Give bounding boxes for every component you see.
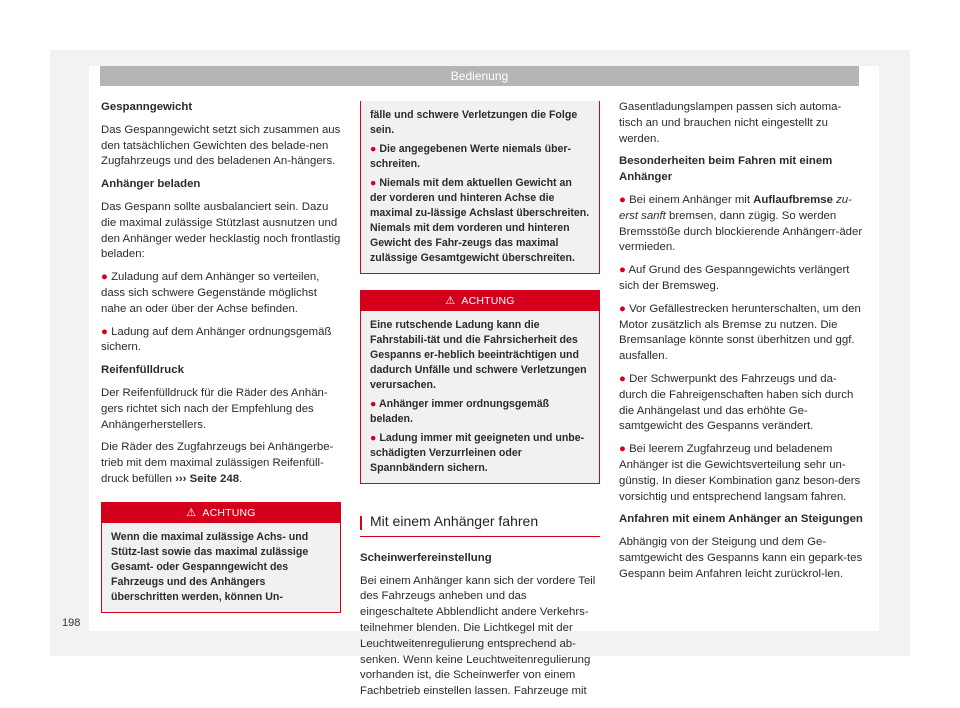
- bullet-dot: ●: [619, 264, 626, 277]
- bullet-dot: ●: [619, 443, 626, 456]
- heading-gespanngewicht: Gespanngewicht: [101, 101, 193, 113]
- warning-list-item: ● Die angegebenen Werte niemals über-schreiten.: [370, 143, 572, 170]
- warning-list-item: ● Niemals mit dem aktuellen Gewicht an der vorderen und hinteren Achse die maximal zu-lässige Achslast überschreiten. Niemals mit dem vorderen und hinteren Gewicht des Fahr-zeugs das maximal zulässige Gesamtgewicht überschreiten.: [370, 177, 590, 264]
- column-1: [101, 100, 341, 613]
- bullet-dot: ●: [619, 372, 626, 385]
- warning-triangle-icon: ⚠: [186, 506, 197, 519]
- list-item: ● Ladung auf dem Anhänger ordnungsgemäß sichern.: [101, 325, 332, 354]
- bullet-dot: ●: [370, 177, 377, 189]
- bullet-dot: ●: [101, 325, 108, 338]
- warning-body: [361, 311, 599, 483]
- warning-text: Wenn die maximal zulässige Achs- und Stütz-last sowie das maximal zulässige Gesamt- oder Gespanngewicht des Fahrzeugs und des Anhängers überschritten werden, können Un-: [111, 530, 309, 603]
- text-anfahren-steigungen: Abhängig von der Steigung und dem Ge-samtgewicht des Gespanns kann ein gepark-tes Gespann beim Anfahren leicht zurückrol-len.: [619, 536, 863, 580]
- text-gespanngewicht: Das Gespanngewicht setzt sich zusammen aus den tatsächlichen Gewichten des belade-nen Zugfahrzeugs und des beladenen An-hängers.: [101, 123, 341, 168]
- warning-box-continued: [360, 101, 600, 274]
- text-scheinwerfereinstellung: Bei einem Anhänger kann sich der vordere Teil des Fahrzeugs anheben und das eingeschaltete Abblendlicht andere Verkehrs-teilnehmer blenden. Die Lichtkegel mit der Leuchtweitenregulierung entsprechend ab-senken. Wenn keine Leuchtweitenregulierung vorhanden ist, die Scheinwerfer von einem Fachbetrieb einstellen lassen. Fahrzeuge mit: [360, 574, 596, 698]
- text-anhaenger-beladen: Das Gespann sollte ausbalanciert sein. Dazu die maximal zulässige Stützlast ausnutzen und den Anhänger weder hecklastig noch frontlastig beladen:: [101, 200, 341, 261]
- heading-reifenfuelldruck: Reifenfülldruck: [101, 364, 184, 377]
- heading-anhaenger-beladen: Anhänger beladen: [101, 178, 201, 191]
- warning-header: ⚠ ACHTUNG: [102, 503, 340, 523]
- list-item: ● Der Schwerpunkt des Fahrzeugs und da-durch die Fahreigenschaften haben sich durch die Anhängelast und das erhöhte Ge-samtgewicht des Gespanns verändert.: [619, 372, 854, 433]
- list-item: ● Auf Grund des Gespanngewichts verlängert sich der Bremsweg.: [619, 264, 850, 292]
- section-title: Mit einem Anhänger fahren: [360, 514, 600, 537]
- chapter-header: Bedienung: [100, 66, 859, 86]
- bullet-dot: ●: [370, 398, 377, 410]
- heading-anfahren-steigungen: Anfahren mit einem Anhänger an Steigungen: [619, 513, 863, 526]
- warning-box-2: [360, 290, 600, 484]
- heading-besonderheiten: Besonderheiten beim Fahren mit einem Anhänger: [619, 155, 833, 184]
- warning-text: Eine rutschende Ladung kann die Fahrstabili-tät und die Fahrsicherheit des Gespanns er-heblich beeinträchtigen und dadurch Unfälle und schwere Verletzungen verursachen.: [370, 319, 587, 391]
- warning-list-item: ● Ladung immer mit geeigneten und unbe-schädigten Verzurrleinen oder Spannbändern sichern.: [370, 432, 585, 474]
- list-item: ● Zuladung auf dem Anhänger so verteilen, dass sich schwere Gegenstände möglichst nahe an oder über der Achse befinden.: [101, 271, 320, 315]
- bullet-dot: ●: [619, 193, 626, 206]
- warning-body: [102, 523, 340, 612]
- column-3: [619, 100, 864, 590]
- list-item: ● Bei einem Anhänger mit Auflaufbremse zu-erst sanft bremsen, dann zügig. So werden Bremsstöße durch blockierende Anhängerr-äder vermieden.: [619, 193, 863, 254]
- bullet-dot: ●: [370, 432, 377, 444]
- warning-list-item: ● Anhänger immer ordnungsgemäß beladen.: [370, 398, 550, 425]
- warning-body: [361, 101, 599, 273]
- bullet-dot: ●: [101, 271, 108, 284]
- text-reifenfuelldruck-2: Die Räder des Zugfahrzeugs bei Anhängerbe-trieb mit dem maximal zulässigen Reifenfüll-druck befüllen ››› Seite 248.: [101, 441, 334, 485]
- bullet-dot: ●: [370, 143, 377, 155]
- warning-header: ⚠ ACHTUNG: [361, 291, 599, 311]
- text-continued: Gasentladungslampen passen sich automa-tisch an und brauchen nicht eingestellt zu werden.: [619, 101, 842, 145]
- page-reference-link[interactable]: ››› Seite 248: [175, 472, 240, 485]
- warning-triangle-icon: ⚠: [445, 295, 456, 307]
- bullet-dot: ●: [619, 302, 626, 315]
- heading-scheinwerfereinstellung: Scheinwerfereinstellung: [360, 551, 492, 564]
- column-2: [360, 101, 600, 707]
- page-number: 198: [62, 617, 81, 629]
- text-reifenfuelldruck-1: Der Reifenfülldruck für die Räder des Anhän-gers richtet sich nach der Empfehlung des Anhängerherstellers.: [101, 386, 328, 431]
- warning-text: fälle und schwere Verletzungen die Folge sein.: [370, 109, 578, 136]
- list-item: ● Bei leerem Zugfahrzeug und beladenem Anhänger ist die Gewichtsverteilung sehr un-günstig. In dieser Kombination ganz beson-ders vorsichtig und entsprechend langsam fahren.: [619, 443, 861, 503]
- list-item: ● Vor Gefällestrecken herunterschalten, um den Motor zusätzlich als Bremse zu nutzen. Die Bremsanlage könnte sonst überhitzen und ggf. ausfallen.: [619, 302, 861, 363]
- warning-box: [101, 502, 341, 613]
